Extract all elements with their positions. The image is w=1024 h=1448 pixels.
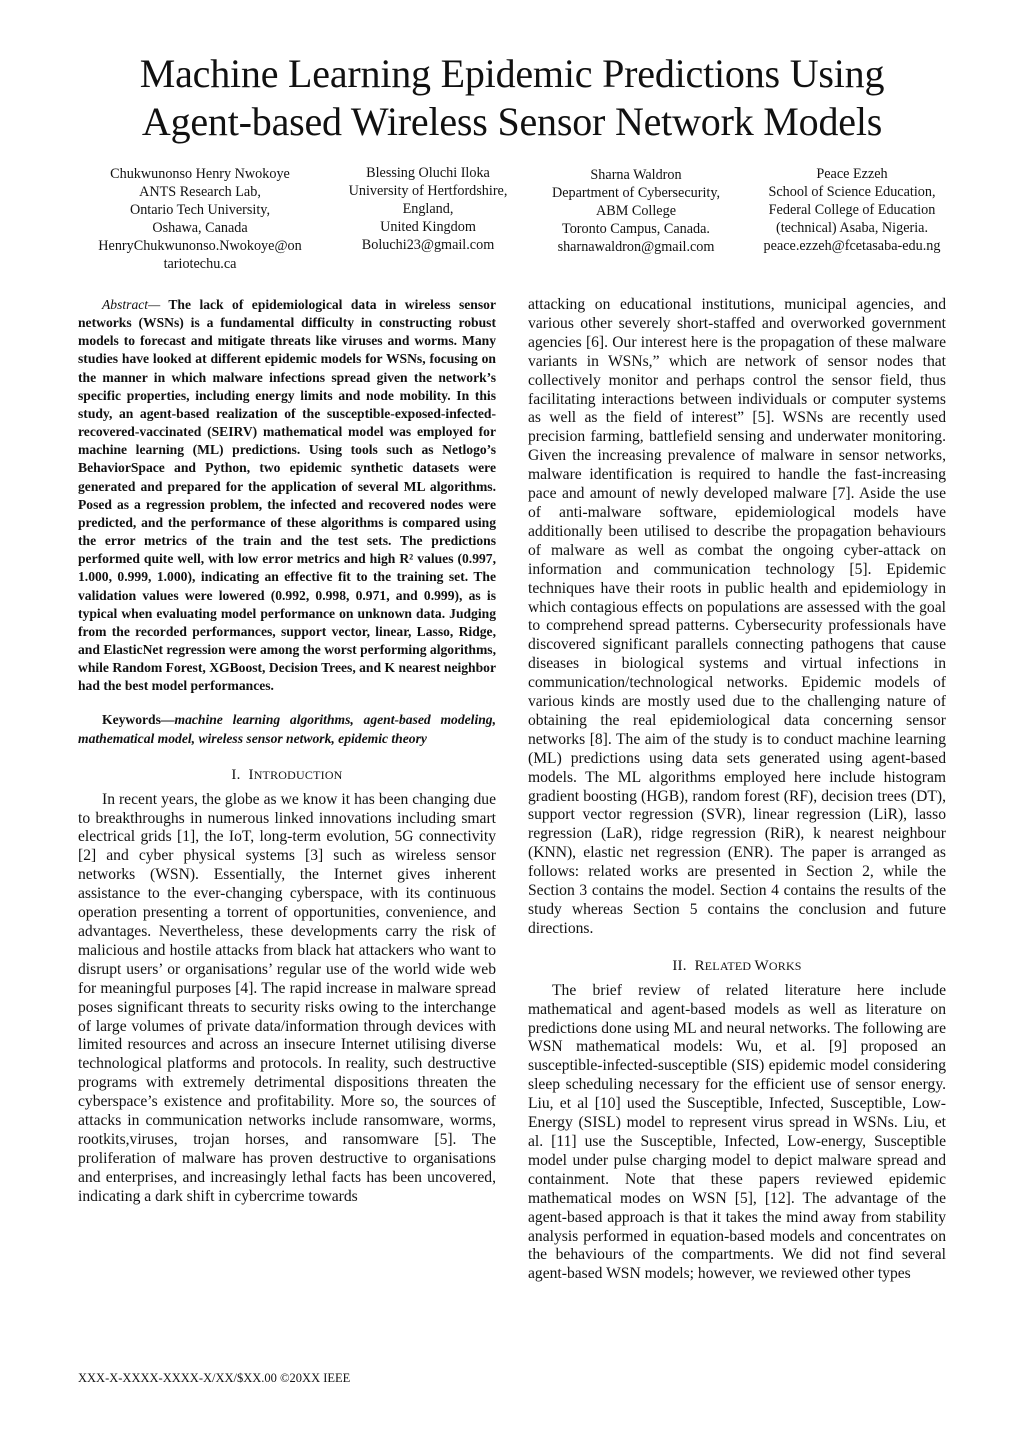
author-email: sharnawaldron@gmail.com [557,239,715,255]
section-number: I. [231,766,241,783]
copyright-footer: XXX-X-XXXX-XXXX-X/XX/$XX.00 ©20XX IEEE [78,1371,351,1385]
keywords [78,711,496,747]
author-block-2 [326,164,530,254]
left-column [78,296,496,1207]
author-name: Chukwunonso Henry Nwokoye [110,166,290,182]
section-number: II. [672,957,687,974]
section-title-rest: ELATED [704,958,755,973]
author-location: United Kingdom [380,219,476,235]
author-location: (technical) Asaba, Nigeria. [775,220,929,236]
abstract-label: Abstract [102,297,149,312]
author-name: Blessing Oluchi Iloka [366,165,490,181]
author-email: tariotechu.ca [163,256,237,272]
author-location: England, [402,201,454,217]
section-title-rest: ORKS [768,958,802,973]
right-column [528,296,946,1284]
author-email: peace.ezzeh@fcetasaba-edu.ng [763,238,941,254]
section-title-initial: R [694,957,705,974]
abstract [78,296,496,695]
introduction-paragraph-continued: attacking on educational institutions, municipal agencies, and various other severely short-staffed and overworked government agencies [6]. Our interest here is the propagation of these malware variants in WSNs,” which are network of sensor nodes that collectively monitor and perhaps control the sensor field, thus facilitating interactions between individuals or computer systems as well as the field of interest” [5]. WSNs are recently used precision farming, battlefield sensing and underwater monitoring. Given the increasing prevalence of malware in sensor networks, malware identification is required to handle the fast-increasing pace and amount of newly developed malware [7]. Aside the use of anti-malware software, epidemiological models have additionally been utilised to describe the propagation behaviours of malware as well as combat the ongoing cyber-attack on information and communication technology [5]. Epidemic techniques have their roots in public health and epidemiology in which contagious effects on populations are assessed with the goal to comprehend spread patterns. Cybersecurity professionals have discovered significant parallels connecting pathogens that cause diseases in biological systems and virtual infections in communication/technological networks. Epidemic models of various kinds are mostly used due to the challenging nature of obtaining the real epidemiological data concerning sensor networks [8]. The aim of the study is to conduct machine learning (ML) predictions using data sets generated using agent-based models. The ML algorithms employed here include histogram gradient boosting (HGB), random forest (RF), decision trees (DT), support vector regression (SVR), linear regression (LiR), lasso regression (LaR), ridge regression (RiR), k nearest neighbour (KNN), elastic net regression (ENR). The paper is arranged as follows: related works are presented in Section 2, while the Section 3 contains the model. Section 4 contains the results of the study whereas Section 5 contains the conclusion and future directions. [528,296,946,937]
introduction-paragraph: In recent years, the globe as we know it has been changing due to breakthroughs in numerous linked innovations including smart electrical grids [1], the IoT, long-term evolution, 5G connectivity [2] and cyber physical systems [3] such as wireless sensor networks (WSN). Essentially, the Internet gives inherent assistance to the ever-changing cyberspace, with its continuous operation presenting a torrent of opportunities, convenience, and advantages. Nevertheless, these developments carry the risk of malicious and hostile attacks from black hat attackers who want to disrupt users’ or organisations’ regular use of the world wide web for meaningful purposes [4]. The rapid increase in malware spread poses significant threats to security risks owing to the interchange of large volumes of private data/information through devices with limited resources and across an insecure Internet utilising diverse technological platforms and protocols. In reality, such destructive programs with extremely detrimental dispositions threaten the cyberspace’s existence and profitability. More so, the sources of attacks in communication networks include ransomware, worms, rootkits,viruses, trojan horses, and ransomware [5]. The proliferation of malware has proven destructive to organisations and enterprises, and increasingly lethal facts has been uncovered, indicating a dark shift in cybercrime towards [78,790,496,1205]
title-line-1: Machine Learning Epidemic Predictions Using [139,51,885,96]
keywords-text: machine learning algorithms, agent-based modeling, mathematical model, wireless sensor network, epidemic theory [78,712,496,746]
author-email: Boluchi23@gmail.com [361,237,495,253]
abstract-text: The lack of epidemiological data in wireless sensor networks (WSNs) is a fundamental difficulty in constructing robust models to forecast and mitigate threats like viruses and worms. Many studies have looked at different epidemic models for WSNs, focusing on the manner in which malware infections spread given the network’s specific properties, including energy limits and node mobility. In this study, an agent-based realization of the susceptible-exposed-infected-recovered-vaccinated (SEIRV) mathematical model was employed for machine learning (ML) predictions. Using tools such as Netlogo’s BehaviorSpace and Python, two epidemic synthetic datasets were generated and prepared for the application of several ML algorithms. Posed as a regression problem, the infected and recovered nodes were predicted, and the performance of these algorithms is compared using the error metrics of the train and the test sets. The predictions performed quite well, with low error metrics and high R² values (0.997, 1.000, 0.999, 1.000), indicating an effective fit to the training set. The validation values were lowered (0.992, 0.998, 0.971, and 0.999), as is typical when evaluating model performance on unknown data. Judging from the recorded performances, support vector, linear, Lasso, Ridge, and ElasticNet regression were among the worst performing algorithms, while Random Forest, XGBoost, Decision Trees, and K nearest neighbor had the best model performances. [78,297,496,694]
keywords-label: Keywords— [102,712,175,728]
author-affiliation: Federal College of Education [768,202,936,218]
author-affiliation: Department of Cybersecurity, [551,185,721,201]
author-email: HenryChukwunonso.Nwokoye@on [98,238,302,254]
section-heading-introduction [78,766,496,785]
author-name: Sharna Waldron [590,167,682,183]
author-affiliation: ABM College [596,203,676,219]
author-block-3 [536,166,736,256]
related-works-paragraph: The brief review of related literature here include mathematical and agent-based models as well as literature on predictions done using ML and neural networks. The following are WSN mathematical models: Wu, et al. [9] proposed an susceptible-infected-susceptible (SIS) epidemic model considering sleep scheduling necessary for the efficient use of sensor energy. Liu, et al [10] used the Susceptible, Infected, Susceptible, Low-Energy (SISL) model to represent virus spread in WSNs. Liu, et al. [11] use the Susceptible, Infected, Low-energy, Susceptible model under pulse charging model to depict malware spread and containment. Note that these papers reviewed epidemic mathematical modes on WSN [5], [12]. The advantage of the agent-based approach is that it takes the mind away from stability analysis performed in equation-based models and concentrates on the behaviours of the compartments. We did not find several agent-based WSN models; however, we reviewed other types [528,981,946,1283]
author-affiliation: University of Hertfordshire, [348,183,508,199]
section-title-initial: W [754,957,769,974]
author-affiliation: School of Science Education, [768,184,936,200]
author-block-1 [92,165,308,273]
section-heading-related-works [528,957,946,976]
section-title-initial: I [248,766,254,783]
author-affiliation: ANTS Research Lab, [139,184,261,200]
author-location: Oshawa, Canada [152,220,248,236]
abstract-dash: — [148,297,161,312]
title-line-2: Agent-based Wireless Sensor Network Models [141,99,883,144]
author-name: Peace Ezzeh [816,166,888,182]
paper-title [0,50,1024,146]
section-title-rest: NTRODUCTION [253,767,343,782]
author-block-4 [748,165,956,255]
author-location: Toronto Campus, Canada. [562,221,710,237]
author-affiliation: Ontario Tech University, [129,202,271,218]
